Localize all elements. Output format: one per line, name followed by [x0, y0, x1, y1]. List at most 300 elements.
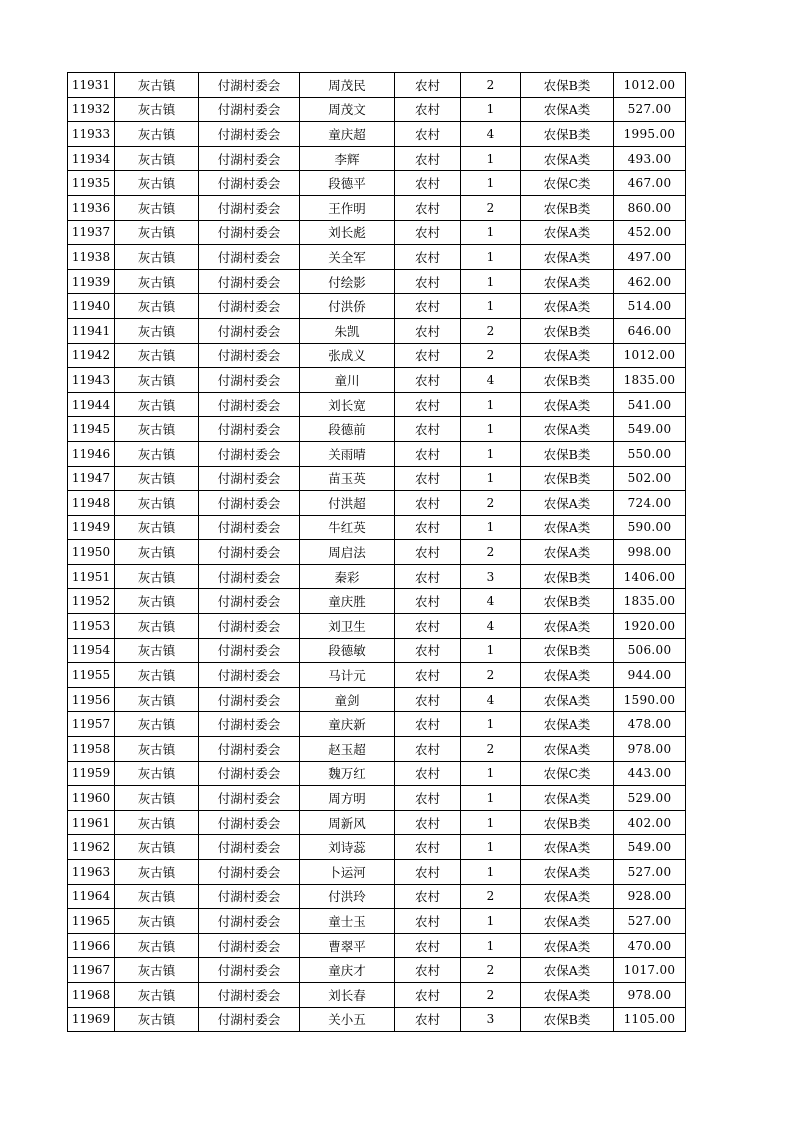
cell-id: 11940: [68, 294, 115, 319]
cell-village: 付湖村委会: [199, 392, 300, 417]
cell-town: 灰古镇: [115, 417, 199, 442]
cell-village: 付湖村委会: [199, 810, 300, 835]
cell-category: 农保A类: [521, 515, 614, 540]
cell-name: 魏万红: [300, 761, 395, 786]
cell-town: 灰古镇: [115, 712, 199, 737]
cell-type: 农村: [395, 786, 461, 811]
cell-amount: 944.00: [614, 663, 686, 688]
cell-id: 11968: [68, 982, 115, 1007]
cell-category: 农保A类: [521, 540, 614, 565]
cell-id: 11941: [68, 318, 115, 343]
cell-count: 2: [461, 982, 521, 1007]
cell-amount: 978.00: [614, 982, 686, 1007]
cell-type: 农村: [395, 195, 461, 220]
cell-category: 农保A类: [521, 687, 614, 712]
cell-village: 付湖村委会: [199, 564, 300, 589]
cell-amount: 1835.00: [614, 589, 686, 614]
cell-category: 农保B类: [521, 122, 614, 147]
cell-id: 11935: [68, 171, 115, 196]
cell-name: 刘诗蕊: [300, 835, 395, 860]
cell-village: 付湖村委会: [199, 737, 300, 762]
cell-type: 农村: [395, 392, 461, 417]
cell-name: 秦彩: [300, 564, 395, 589]
table-row: [68, 589, 686, 614]
table-row: [68, 835, 686, 860]
cell-category: 农保A类: [521, 663, 614, 688]
cell-id: 11931: [68, 73, 115, 98]
cell-type: 农村: [395, 294, 461, 319]
cell-amount: 646.00: [614, 318, 686, 343]
cell-id: 11957: [68, 712, 115, 737]
cell-town: 灰古镇: [115, 343, 199, 368]
cell-category: 农保A类: [521, 884, 614, 909]
cell-category: 农保B类: [521, 195, 614, 220]
table-row: [68, 982, 686, 1007]
table-row: [68, 638, 686, 663]
table-row: [68, 343, 686, 368]
cell-id: 11945: [68, 417, 115, 442]
cell-town: 灰古镇: [115, 368, 199, 393]
table-row: [68, 392, 686, 417]
cell-category: 农保A类: [521, 343, 614, 368]
cell-name: 段德平: [300, 171, 395, 196]
cell-village: 付湖村委会: [199, 982, 300, 1007]
cell-type: 农村: [395, 687, 461, 712]
cell-name: 付洪侨: [300, 294, 395, 319]
cell-category: 农保A类: [521, 835, 614, 860]
cell-amount: 998.00: [614, 540, 686, 565]
cell-town: 灰古镇: [115, 441, 199, 466]
cell-type: 农村: [395, 368, 461, 393]
cell-category: 农保B类: [521, 1007, 614, 1032]
cell-village: 付湖村委会: [199, 73, 300, 98]
cell-type: 农村: [395, 958, 461, 983]
cell-village: 付湖村委会: [199, 245, 300, 270]
cell-town: 灰古镇: [115, 614, 199, 639]
cell-count: 1: [461, 392, 521, 417]
cell-id: 11933: [68, 122, 115, 147]
table-row: [68, 958, 686, 983]
table-row: [68, 786, 686, 811]
cell-name: 朱凯: [300, 318, 395, 343]
cell-town: 灰古镇: [115, 761, 199, 786]
cell-type: 农村: [395, 73, 461, 98]
cell-count: 4: [461, 614, 521, 639]
cell-village: 付湖村委会: [199, 318, 300, 343]
cell-id: 11938: [68, 245, 115, 270]
cell-id: 11967: [68, 958, 115, 983]
cell-count: 2: [461, 491, 521, 516]
cell-count: 1: [461, 441, 521, 466]
cell-type: 农村: [395, 1007, 461, 1032]
cell-category: 农保A类: [521, 294, 614, 319]
cell-count: 4: [461, 122, 521, 147]
cell-name: 关小五: [300, 1007, 395, 1032]
cell-id: 11947: [68, 466, 115, 491]
cell-village: 付湖村委会: [199, 786, 300, 811]
table-row: [68, 614, 686, 639]
cell-count: 2: [461, 540, 521, 565]
cell-town: 灰古镇: [115, 835, 199, 860]
cell-category: 农保A类: [521, 417, 614, 442]
cell-name: 付洪玲: [300, 884, 395, 909]
cell-name: 童剑: [300, 687, 395, 712]
cell-type: 农村: [395, 737, 461, 762]
cell-id: 11951: [68, 564, 115, 589]
cell-type: 农村: [395, 638, 461, 663]
cell-name: 周方明: [300, 786, 395, 811]
cell-id: 11934: [68, 146, 115, 171]
cell-amount: 527.00: [614, 860, 686, 885]
cell-village: 付湖村委会: [199, 122, 300, 147]
cell-count: 2: [461, 318, 521, 343]
cell-name: 苗玉英: [300, 466, 395, 491]
cell-town: 灰古镇: [115, 884, 199, 909]
table-row: [68, 1007, 686, 1032]
cell-amount: 1920.00: [614, 614, 686, 639]
cell-town: 灰古镇: [115, 1007, 199, 1032]
cell-count: 1: [461, 638, 521, 663]
cell-category: 农保A类: [521, 269, 614, 294]
cell-count: 1: [461, 810, 521, 835]
cell-category: 农保A类: [521, 245, 614, 270]
cell-name: 牛红英: [300, 515, 395, 540]
table-row: [68, 564, 686, 589]
cell-count: 1: [461, 245, 521, 270]
cell-count: 1: [461, 515, 521, 540]
cell-village: 付湖村委会: [199, 1007, 300, 1032]
table-row: [68, 540, 686, 565]
cell-category: 农保B类: [521, 810, 614, 835]
cell-id: 11952: [68, 589, 115, 614]
cell-category: 农保A类: [521, 220, 614, 245]
cell-name: 关全军: [300, 245, 395, 270]
cell-count: 1: [461, 933, 521, 958]
cell-id: 11958: [68, 737, 115, 762]
cell-village: 付湖村委会: [199, 663, 300, 688]
cell-amount: 1017.00: [614, 958, 686, 983]
cell-type: 农村: [395, 245, 461, 270]
cell-town: 灰古镇: [115, 146, 199, 171]
cell-category: 农保A类: [521, 982, 614, 1007]
cell-id: 11932: [68, 97, 115, 122]
cell-town: 灰古镇: [115, 122, 199, 147]
cell-type: 农村: [395, 540, 461, 565]
cell-amount: 514.00: [614, 294, 686, 319]
cell-count: 4: [461, 368, 521, 393]
cell-village: 付湖村委会: [199, 687, 300, 712]
cell-name: 王作明: [300, 195, 395, 220]
cell-town: 灰古镇: [115, 318, 199, 343]
cell-name: 段德前: [300, 417, 395, 442]
cell-category: 农保C类: [521, 171, 614, 196]
cell-type: 农村: [395, 97, 461, 122]
cell-count: 2: [461, 958, 521, 983]
table-row: [68, 687, 686, 712]
cell-village: 付湖村委会: [199, 195, 300, 220]
cell-name: 刘卫生: [300, 614, 395, 639]
cell-amount: 1012.00: [614, 73, 686, 98]
cell-amount: 478.00: [614, 712, 686, 737]
table-row: [68, 737, 686, 762]
cell-town: 灰古镇: [115, 860, 199, 885]
cell-type: 农村: [395, 860, 461, 885]
cell-id: 11969: [68, 1007, 115, 1032]
cell-village: 付湖村委会: [199, 958, 300, 983]
cell-name: 刘长春: [300, 982, 395, 1007]
cell-name: 关雨晴: [300, 441, 395, 466]
cell-count: 1: [461, 97, 521, 122]
cell-village: 付湖村委会: [199, 220, 300, 245]
cell-count: 1: [461, 171, 521, 196]
cell-town: 灰古镇: [115, 687, 199, 712]
cell-count: 3: [461, 564, 521, 589]
cell-village: 付湖村委会: [199, 761, 300, 786]
cell-village: 付湖村委会: [199, 638, 300, 663]
cell-id: 11939: [68, 269, 115, 294]
cell-name: 周新风: [300, 810, 395, 835]
cell-town: 灰古镇: [115, 220, 199, 245]
cell-amount: 443.00: [614, 761, 686, 786]
cell-town: 灰古镇: [115, 540, 199, 565]
cell-category: 农保C类: [521, 761, 614, 786]
cell-town: 灰古镇: [115, 269, 199, 294]
cell-category: 农保A类: [521, 786, 614, 811]
cell-count: 1: [461, 835, 521, 860]
cell-type: 农村: [395, 343, 461, 368]
cell-amount: 527.00: [614, 97, 686, 122]
cell-name: 赵玉超: [300, 737, 395, 762]
cell-id: 11959: [68, 761, 115, 786]
cell-type: 农村: [395, 491, 461, 516]
cell-type: 农村: [395, 269, 461, 294]
cell-name: 周启法: [300, 540, 395, 565]
cell-id: 11955: [68, 663, 115, 688]
cell-type: 农村: [395, 933, 461, 958]
cell-count: 2: [461, 663, 521, 688]
cell-count: 1: [461, 466, 521, 491]
cell-village: 付湖村委会: [199, 712, 300, 737]
cell-amount: 860.00: [614, 195, 686, 220]
cell-town: 灰古镇: [115, 933, 199, 958]
cell-town: 灰古镇: [115, 245, 199, 270]
cell-name: 周茂民: [300, 73, 395, 98]
cell-amount: 1406.00: [614, 564, 686, 589]
cell-id: 11954: [68, 638, 115, 663]
cell-count: 1: [461, 786, 521, 811]
cell-id: 11956: [68, 687, 115, 712]
cell-count: 4: [461, 687, 521, 712]
cell-type: 农村: [395, 417, 461, 442]
cell-village: 付湖村委会: [199, 860, 300, 885]
cell-village: 付湖村委会: [199, 614, 300, 639]
cell-town: 灰古镇: [115, 564, 199, 589]
cell-category: 农保A类: [521, 933, 614, 958]
cell-type: 农村: [395, 515, 461, 540]
cell-count: 4: [461, 589, 521, 614]
table-row: [68, 146, 686, 171]
cell-name: 童庆胜: [300, 589, 395, 614]
cell-amount: 493.00: [614, 146, 686, 171]
cell-town: 灰古镇: [115, 810, 199, 835]
cell-type: 农村: [395, 564, 461, 589]
cell-count: 1: [461, 761, 521, 786]
cell-id: 11943: [68, 368, 115, 393]
cell-amount: 978.00: [614, 737, 686, 762]
cell-id: 11942: [68, 343, 115, 368]
cell-category: 农保B类: [521, 589, 614, 614]
cell-village: 付湖村委会: [199, 269, 300, 294]
cell-id: 11949: [68, 515, 115, 540]
cell-type: 农村: [395, 761, 461, 786]
cell-village: 付湖村委会: [199, 146, 300, 171]
cell-amount: 506.00: [614, 638, 686, 663]
cell-id: 11966: [68, 933, 115, 958]
cell-town: 灰古镇: [115, 663, 199, 688]
cell-town: 灰古镇: [115, 73, 199, 98]
cell-category: 农保A类: [521, 860, 614, 885]
cell-category: 农保A类: [521, 909, 614, 934]
cell-town: 灰古镇: [115, 491, 199, 516]
cell-type: 农村: [395, 466, 461, 491]
cell-town: 灰古镇: [115, 958, 199, 983]
cell-amount: 590.00: [614, 515, 686, 540]
cell-name: 刘长宽: [300, 392, 395, 417]
table-row: [68, 269, 686, 294]
table-row: [68, 417, 686, 442]
table-row: [68, 220, 686, 245]
cell-amount: 527.00: [614, 909, 686, 934]
cell-category: 农保A类: [521, 491, 614, 516]
cell-village: 付湖村委会: [199, 491, 300, 516]
cell-amount: 1012.00: [614, 343, 686, 368]
cell-village: 付湖村委会: [199, 441, 300, 466]
cell-village: 付湖村委会: [199, 515, 300, 540]
cell-id: 11965: [68, 909, 115, 934]
table-row: [68, 73, 686, 98]
table-row: [68, 294, 686, 319]
cell-town: 灰古镇: [115, 982, 199, 1007]
cell-amount: 470.00: [614, 933, 686, 958]
cell-name: 周茂文: [300, 97, 395, 122]
cell-count: 2: [461, 195, 521, 220]
cell-count: 1: [461, 220, 521, 245]
table-row: [68, 97, 686, 122]
cell-name: 童士玉: [300, 909, 395, 934]
cell-village: 付湖村委会: [199, 466, 300, 491]
cell-count: 1: [461, 909, 521, 934]
cell-id: 11946: [68, 441, 115, 466]
cell-id: 11936: [68, 195, 115, 220]
cell-id: 11960: [68, 786, 115, 811]
cell-amount: 1995.00: [614, 122, 686, 147]
table-row: [68, 195, 686, 220]
cell-town: 灰古镇: [115, 737, 199, 762]
cell-type: 农村: [395, 663, 461, 688]
cell-type: 农村: [395, 835, 461, 860]
cell-type: 农村: [395, 909, 461, 934]
cell-count: 1: [461, 712, 521, 737]
cell-town: 灰古镇: [115, 294, 199, 319]
cell-village: 付湖村委会: [199, 589, 300, 614]
table-row: [68, 884, 686, 909]
cell-id: 11937: [68, 220, 115, 245]
cell-village: 付湖村委会: [199, 368, 300, 393]
table-row: [68, 515, 686, 540]
table-row: [68, 122, 686, 147]
cell-id: 11961: [68, 810, 115, 835]
cell-type: 农村: [395, 589, 461, 614]
table-row: [68, 368, 686, 393]
cell-category: 农保B类: [521, 73, 614, 98]
cell-village: 付湖村委会: [199, 171, 300, 196]
table-row: [68, 663, 686, 688]
cell-category: 农保A类: [521, 97, 614, 122]
cell-amount: 549.00: [614, 835, 686, 860]
cell-amount: 928.00: [614, 884, 686, 909]
cell-name: 童庆超: [300, 122, 395, 147]
cell-village: 付湖村委会: [199, 294, 300, 319]
cell-category: 农保B类: [521, 466, 614, 491]
cell-town: 灰古镇: [115, 589, 199, 614]
cell-name: 李辉: [300, 146, 395, 171]
cell-category: 农保B类: [521, 368, 614, 393]
table-row: [68, 933, 686, 958]
cell-category: 农保B类: [521, 638, 614, 663]
cell-town: 灰古镇: [115, 195, 199, 220]
cell-village: 付湖村委会: [199, 417, 300, 442]
cell-count: 2: [461, 73, 521, 98]
cell-category: 农保A类: [521, 712, 614, 737]
cell-category: 农保B类: [521, 564, 614, 589]
cell-type: 农村: [395, 122, 461, 147]
table-row: [68, 909, 686, 934]
cell-name: 段德敏: [300, 638, 395, 663]
cell-type: 农村: [395, 220, 461, 245]
cell-town: 灰古镇: [115, 638, 199, 663]
cell-type: 农村: [395, 318, 461, 343]
cell-type: 农村: [395, 884, 461, 909]
cell-amount: 467.00: [614, 171, 686, 196]
cell-town: 灰古镇: [115, 97, 199, 122]
cell-town: 灰古镇: [115, 909, 199, 934]
cell-name: 童庆才: [300, 958, 395, 983]
table-row: [68, 810, 686, 835]
cell-amount: 452.00: [614, 220, 686, 245]
cell-type: 农村: [395, 614, 461, 639]
cell-village: 付湖村委会: [199, 933, 300, 958]
cell-village: 付湖村委会: [199, 97, 300, 122]
roster-table: [67, 72, 686, 1032]
cell-type: 农村: [395, 146, 461, 171]
cell-id: 11964: [68, 884, 115, 909]
cell-village: 付湖村委会: [199, 884, 300, 909]
cell-name: 童庆新: [300, 712, 395, 737]
cell-category: 农保A类: [521, 146, 614, 171]
cell-category: 农保B类: [521, 318, 614, 343]
cell-amount: 1590.00: [614, 687, 686, 712]
cell-amount: 462.00: [614, 269, 686, 294]
cell-id: 11948: [68, 491, 115, 516]
cell-category: 农保A类: [521, 958, 614, 983]
cell-category: 农保A类: [521, 737, 614, 762]
table-row: [68, 491, 686, 516]
table-row: [68, 466, 686, 491]
cell-amount: 1835.00: [614, 368, 686, 393]
cell-category: 农保B类: [521, 441, 614, 466]
cell-count: 2: [461, 343, 521, 368]
cell-count: 1: [461, 146, 521, 171]
